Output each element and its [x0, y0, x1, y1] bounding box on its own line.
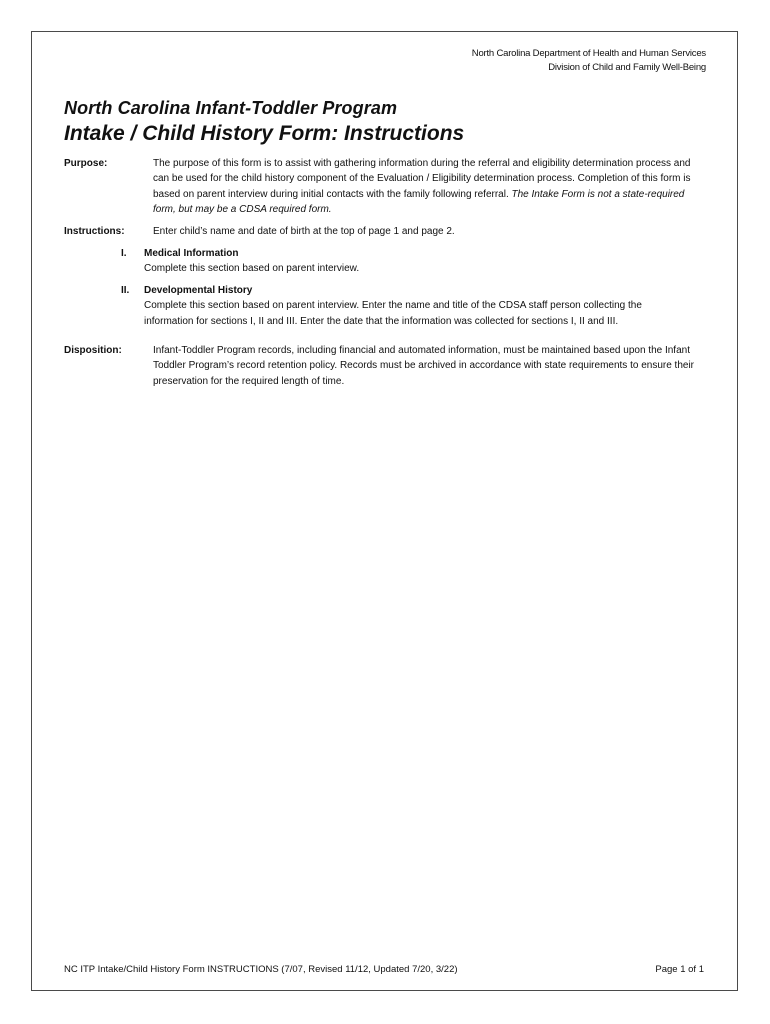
agency-name: North Carolina Department of Health and Human Services	[471, 48, 706, 59]
item-number: I.	[121, 248, 127, 259]
instructions-intro: Enter child’s name and date of birth at the top of page 1 and page 2.	[153, 226, 455, 237]
purpose-note: The Intake Form is not a state-required form, but may be a CDSA required form.	[153, 188, 685, 216]
item-heading: Developmental History	[144, 285, 253, 296]
item-text: Complete this section based on parent interview.	[144, 263, 360, 275]
document-page	[31, 31, 738, 991]
item-heading: Medical Information	[144, 248, 239, 259]
program-title: North Carolina Infant-Toddler Program	[64, 98, 398, 118]
purpose-body: The purpose of this form is to assist with gathering information during the referral and eligibility determination process and can be used for the child history component of the Evaluation / Eligibility determination process. Completion of this form is based on parent interview during initial contacts with the family following referral.	[153, 158, 691, 200]
agency-header	[472, 47, 706, 75]
item-number: II.	[121, 285, 130, 296]
form-identifier: NC ITP Intake/Child History Form INSTRUCTIONS (7/07, Revised 11/12, Updated 7/20, 3/22)	[64, 964, 458, 975]
page-number: Page 1 of 1	[655, 964, 704, 975]
form-title: Intake / Child History Form: Instructions	[64, 122, 465, 145]
purpose-label: Purpose:	[64, 158, 108, 169]
division-name: Division of Child and Family Well-Being	[548, 62, 706, 73]
item-text: Complete this section based on parent interview. Enter the name and title of the CDSA staff person collecting the information for sections I, II and III. Enter the date that the information was collected for sections I, II and III.	[144, 300, 642, 327]
disposition-text: Infant-Toddler Program records, including financial and automated information, must be maintained based upon the Infant Toddler Program’s record retention policy. Records must be archived in accordance with state requirements to ensure their preservation for the required length of time.	[153, 345, 695, 387]
instructions-label: Instructions:	[64, 226, 125, 237]
disposition-label: Disposition:	[64, 345, 122, 356]
purpose-text	[153, 156, 698, 218]
